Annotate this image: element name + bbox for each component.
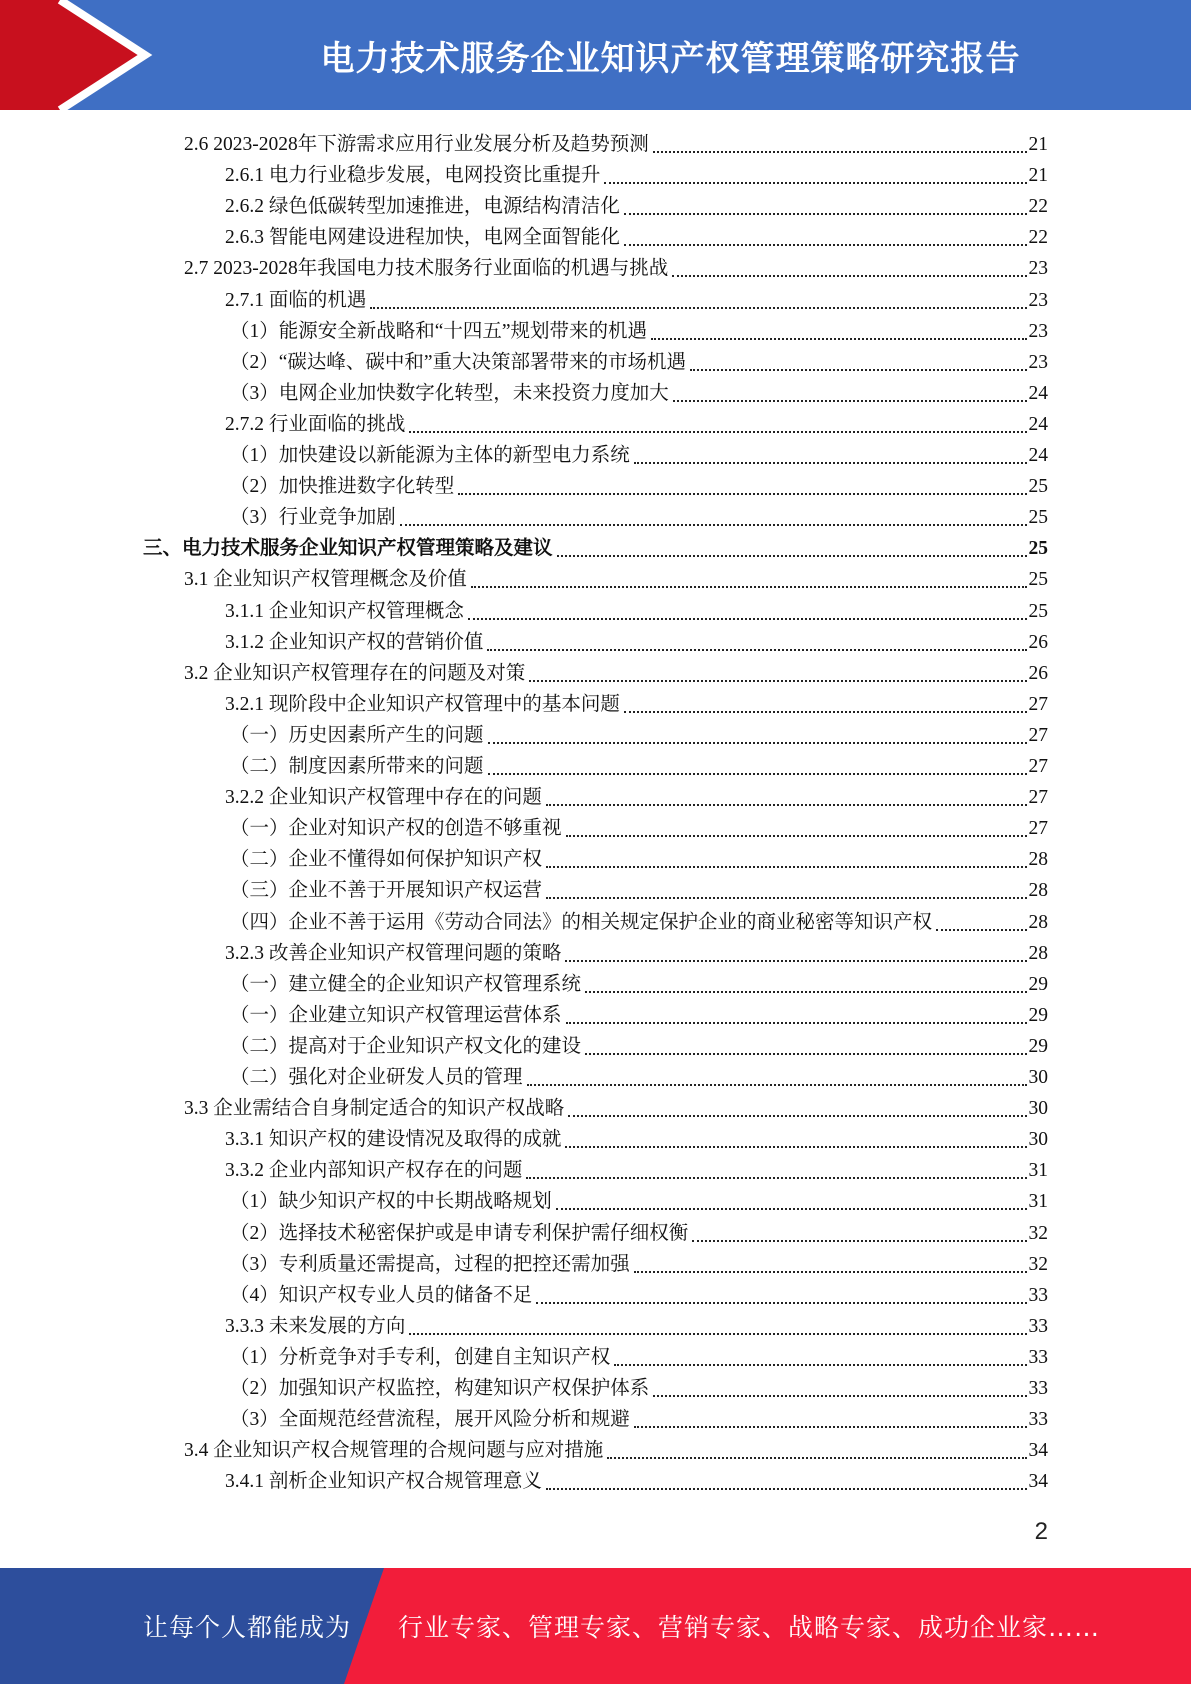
toc-entry-title: 3.3 企业需结合自身制定适合的知识产权战略: [184, 1098, 565, 1120]
toc-entry[interactable]: [230, 345, 1048, 376]
toc-entry[interactable]: [225, 625, 1048, 656]
toc-dot-leader: [471, 582, 1027, 588]
toc-entry-page: 22: [1028, 196, 1048, 218]
toc-dot-leader: [487, 645, 1026, 651]
toc-dot-leader: [565, 1142, 1026, 1148]
toc-entry-page: 24: [1028, 382, 1048, 404]
toc-entry[interactable]: [230, 376, 1048, 407]
toc-dot-leader: [624, 209, 1027, 215]
toc-dot-leader: [624, 707, 1027, 713]
toc-entry-page: 31: [1028, 1191, 1048, 1213]
toc-entry-page: 25: [1028, 476, 1048, 498]
toc-dot-leader: [653, 147, 1027, 153]
toc-dot-leader: [458, 489, 1026, 495]
toc-entry-page: 33: [1028, 1378, 1048, 1399]
toc-entry[interactable]: [230, 718, 1048, 749]
toc-entry-title: （2）加强知识产权监控，构建知识产权保护体系: [230, 1378, 650, 1399]
toc-entry-page: 33: [1028, 1315, 1048, 1337]
toc-entry[interactable]: [230, 1216, 1048, 1247]
toc-dot-leader: [673, 396, 1027, 402]
toc-entry-title: （二）企业不懂得如何保护知识产权: [230, 849, 543, 871]
toc-entry-title: 3.2.2 企业知识产权管理中存在的问题: [225, 787, 542, 809]
toc-entry-title: （3）专利质量还需提高，过程的把控还需加强: [230, 1253, 630, 1275]
toc-entry[interactable]: [225, 1122, 1048, 1153]
toc-entry[interactable]: [225, 407, 1048, 438]
toc-entry[interactable]: [184, 656, 1048, 687]
toc-entry[interactable]: [143, 531, 1048, 562]
toc-dot-leader: [370, 303, 1026, 309]
toc-dot-leader: [536, 1298, 1026, 1304]
toc-entry-title: （二）提高对于企业知识产权文化的建设: [230, 1035, 582, 1057]
toc-entry-title: 3.3.1 知识产权的建设情况及取得的成就: [225, 1129, 562, 1151]
toc-entry-page: 29: [1028, 973, 1048, 995]
toc-entry-page: 27: [1028, 693, 1048, 715]
toc-entry[interactable]: [184, 562, 1048, 593]
toc-entry[interactable]: [184, 127, 1048, 158]
toc-entry-title: 2.7.2 行业面临的挑战: [225, 413, 406, 435]
toc-dot-leader: [585, 987, 1026, 993]
toc-entry-title: 2.6.1 电力行业稳步发展，电网投资比重提升: [225, 165, 601, 187]
toc-entry-page: 27: [1028, 724, 1048, 746]
toc-entry-title: （四）企业不善于运用《劳动合同法》的相关规定保护企业的商业秘密等知识产权: [230, 911, 933, 933]
toc-entry-page: 24: [1028, 413, 1048, 435]
toc-entry-page: 30: [1028, 1067, 1048, 1088]
toc-dot-leader: [400, 520, 1027, 526]
toc-entry-page: 28: [1028, 880, 1048, 902]
toc-dot-leader: [568, 1111, 1026, 1117]
toc-entry-page: 23: [1028, 258, 1048, 280]
toc-entry[interactable]: [184, 1433, 1048, 1464]
toc-entry-title: 3.4.1 剖析企业知识产权合规管理意义: [225, 1471, 542, 1493]
toc-entry[interactable]: [230, 469, 1048, 500]
toc-entry[interactable]: [230, 842, 1048, 873]
footer-slogan-left: 让每个人都能成为: [143, 1613, 352, 1642]
toc-entry-title: 3.2 企业知识产权管理存在的问题及对策: [184, 662, 526, 684]
toc-dot-leader: [526, 1173, 1026, 1179]
toc-entry-title: （一）企业对知识产权的创造不够重视: [230, 818, 562, 840]
toc-entry-title: （1）加快建设以新能源为主体的新型电力系统: [230, 445, 630, 466]
toc-dot-leader: [527, 1080, 1027, 1086]
toc-dot-leader: [565, 956, 1026, 962]
toc-entry-page: 33: [1028, 1284, 1048, 1306]
toc-entry-title: （1）分析竞争对手专利，创建自主知识产权: [230, 1346, 611, 1368]
toc-entry-page: 30: [1028, 1129, 1048, 1151]
toc-entry-title: （一）历史因素所产生的问题: [230, 724, 484, 746]
toc-entry-page: 22: [1028, 227, 1048, 249]
toc-entry[interactable]: [230, 438, 1048, 469]
toc-dot-leader: [566, 831, 1027, 837]
toc-entry[interactable]: [230, 1340, 1048, 1371]
toc-entry-title: 3.3.2 企业内部知识产权存在的问题: [225, 1160, 523, 1182]
toc-entry-page: 32: [1028, 1222, 1048, 1244]
toc-entry[interactable]: [225, 283, 1048, 314]
toc-entry-page: 23: [1028, 289, 1048, 311]
toc-entry-page: 28: [1028, 911, 1048, 933]
footer-slogan-right: 行业专家、管理专家、营销专家、战略专家、成功企业家……: [398, 1613, 1101, 1642]
toc-entry-title: （2）选择技术秘密保护或是申请专利保护需仔细权衡: [230, 1222, 689, 1244]
toc-entry-title: 3.2.3 改善企业知识产权管理问题的策略: [225, 942, 562, 964]
toc-entry-title: 2.6 2023-2028年下游需求应用行业发展分析及趋势预测: [184, 134, 649, 155]
toc-dot-leader: [634, 1267, 1027, 1273]
toc-dot-leader: [624, 240, 1027, 246]
toc-entry-title: （二）制度因素所带来的问题: [230, 756, 484, 777]
toc-dot-leader: [546, 800, 1027, 806]
toc-entry-title: （4）知识产权专业人员的储备不足: [230, 1284, 533, 1306]
toc-entry[interactable]: [230, 1060, 1048, 1091]
toc-dot-leader: [488, 769, 1027, 775]
toc-entry-page: 23: [1028, 351, 1048, 373]
toc-entry-page: 29: [1028, 1035, 1048, 1057]
toc-entry-title: （2）“碳达峰、碳中和”重大决策部署带来的市场机遇: [230, 351, 687, 373]
toc-entry[interactable]: [225, 687, 1048, 718]
toc-entry-title: 2.7 2023-2028年我国电力技术服务行业面临的机遇与挑战: [184, 258, 669, 280]
toc-entry-page: 33: [1028, 1346, 1048, 1368]
toc-dot-leader: [409, 427, 1026, 433]
toc-entry-page: 25: [1028, 569, 1048, 591]
toc-entry-title: 3.1 企业知识产权管理概念及价值: [184, 569, 467, 591]
toc-dot-leader: [634, 458, 1027, 464]
toc-dot-leader: [653, 1391, 1026, 1397]
toc-entry-title: （3）全面规范经营流程，展开风险分析和规避: [230, 1409, 630, 1431]
toc-entry-page: 27: [1028, 787, 1048, 809]
toc-entry-page: 28: [1028, 849, 1048, 871]
toc-entry-page: 32: [1028, 1253, 1048, 1275]
toc-entry[interactable]: [225, 1309, 1048, 1340]
toc-entry[interactable]: [230, 1278, 1048, 1309]
toc-entry-page: 29: [1028, 1004, 1048, 1026]
toc-dot-leader: [634, 1422, 1027, 1428]
toc-entry[interactable]: [230, 1184, 1048, 1215]
toc-entry-title: 2.6.2 绿色低碳转型加速推进，电源结构清洁化: [225, 196, 620, 218]
toc-entry-page: 25: [1028, 600, 1048, 622]
toc-entry-title: （一）建立健全的企业知识产权管理系统: [230, 973, 582, 995]
toc-dot-leader: [546, 1484, 1027, 1490]
toc-entry-page: 27: [1028, 818, 1048, 840]
toc-dot-leader: [604, 178, 1026, 184]
toc-entry[interactable]: [230, 967, 1048, 998]
toc-dot-leader: [488, 738, 1027, 744]
toc-entry-page: 21: [1028, 134, 1048, 155]
toc-entry-page: 21: [1028, 165, 1048, 187]
toc-entry[interactable]: [230, 905, 1048, 936]
toc-dot-leader: [556, 1204, 1027, 1210]
toc-entry[interactable]: [230, 1402, 1048, 1433]
toc-entry-page: 31: [1028, 1160, 1048, 1182]
toc-entry[interactable]: [225, 1153, 1048, 1184]
toc-entry-page: 34: [1028, 1440, 1048, 1462]
toc-entry-page: 26: [1028, 662, 1048, 684]
toc-entry-title: （1）能源安全新战略和“十四五”规划带来的机遇: [230, 320, 648, 342]
toc-entry[interactable]: [184, 251, 1048, 282]
toc-entry-page: 23: [1028, 320, 1048, 342]
toc-entry[interactable]: [230, 749, 1048, 780]
toc-entry[interactable]: [225, 158, 1048, 189]
toc-entry-title: 2.6.3 智能电网建设进程加快，电网全面智能化: [225, 227, 620, 249]
toc-entry-title: （一）企业建立知识产权管理运营体系: [230, 1004, 562, 1026]
toc-entry[interactable]: [225, 1464, 1048, 1495]
toc-entry-page: 34: [1028, 1471, 1048, 1493]
page-footer: [0, 1568, 1191, 1684]
toc-dot-leader: [566, 1018, 1027, 1024]
toc-entry-title: 3.2.1 现阶段中企业知识产权管理中的基本问题: [225, 693, 620, 715]
toc-entry[interactable]: [225, 780, 1048, 811]
toc-entry[interactable]: [230, 998, 1048, 1029]
toc-entry-page: 26: [1028, 631, 1048, 653]
toc-entry-title: 2.7.1 面临的机遇: [225, 289, 367, 311]
toc-entry-page: 25: [1028, 538, 1048, 560]
toc-entry-page: 24: [1028, 445, 1048, 466]
toc-entry-title: 三、电力技术服务企业知识产权管理策略及建议: [143, 538, 553, 560]
toc-entry[interactable]: [225, 189, 1048, 220]
toc-entry[interactable]: [184, 1091, 1048, 1122]
toc-dot-leader: [529, 676, 1026, 682]
toc-dot-leader: [585, 1049, 1026, 1055]
toc-dot-leader: [936, 925, 1026, 931]
toc-entry-title: 3.1.1 企业知识产权管理概念: [225, 600, 464, 622]
toc-entry-title: 3.3.3 未来发展的方向: [225, 1315, 406, 1337]
toc-dot-leader: [672, 271, 1026, 277]
toc-dot-leader: [651, 334, 1026, 340]
page-header: [0, 0, 1191, 110]
toc-dot-leader: [614, 1360, 1026, 1366]
toc-entry[interactable]: [225, 220, 1048, 251]
toc-entry-title: 3.4 企业知识产权合规管理的合规问题与应对措施: [184, 1440, 604, 1462]
toc-entry[interactable]: [225, 936, 1048, 967]
report-title: 电力技术服务企业知识产权管理策略研究报告: [320, 38, 1021, 79]
toc-entry-page: 30: [1028, 1098, 1048, 1120]
toc-dot-leader: [557, 551, 1027, 557]
toc-entry-page: 33: [1028, 1409, 1048, 1431]
toc-entry-title: （3）电网企业加快数字化转型，未来投资力度加大: [230, 382, 669, 404]
toc-entry[interactable]: [230, 1029, 1048, 1060]
toc-entry-title: （3）行业竞争加剧: [230, 507, 396, 529]
toc-entry-title: 3.1.2 企业知识产权的营销价值: [225, 631, 484, 653]
toc-entry-page: 27: [1028, 756, 1048, 777]
page-number: 2: [1034, 1518, 1048, 1545]
toc-entry-page: 28: [1028, 942, 1048, 964]
toc-entry[interactable]: [225, 594, 1048, 625]
toc-dot-leader: [546, 862, 1026, 868]
toc-entry[interactable]: [230, 1371, 1048, 1402]
toc-entry[interactable]: [230, 873, 1048, 904]
toc-dot-leader: [546, 893, 1026, 899]
toc-entry[interactable]: [230, 500, 1048, 531]
toc-entry-title: （1）缺少知识产权的中长期战略规划: [230, 1191, 552, 1213]
toc-entry[interactable]: [230, 314, 1048, 345]
toc-dot-leader: [468, 614, 1027, 620]
toc-entry-title: （二）强化对企业研发人员的管理: [230, 1067, 523, 1088]
toc-entry-page: 25: [1028, 507, 1048, 529]
toc-dot-leader: [690, 365, 1026, 371]
toc-entry[interactable]: [230, 811, 1048, 842]
toc-entry-title: （三）企业不善于开展知识产权运营: [230, 880, 543, 902]
toc-entry[interactable]: [230, 1247, 1048, 1278]
toc-entry-title: （2）加快推进数字化转型: [230, 476, 455, 498]
toc-dot-leader: [692, 1236, 1026, 1242]
toc-dot-leader: [409, 1329, 1026, 1335]
toc-dot-leader: [607, 1453, 1026, 1459]
